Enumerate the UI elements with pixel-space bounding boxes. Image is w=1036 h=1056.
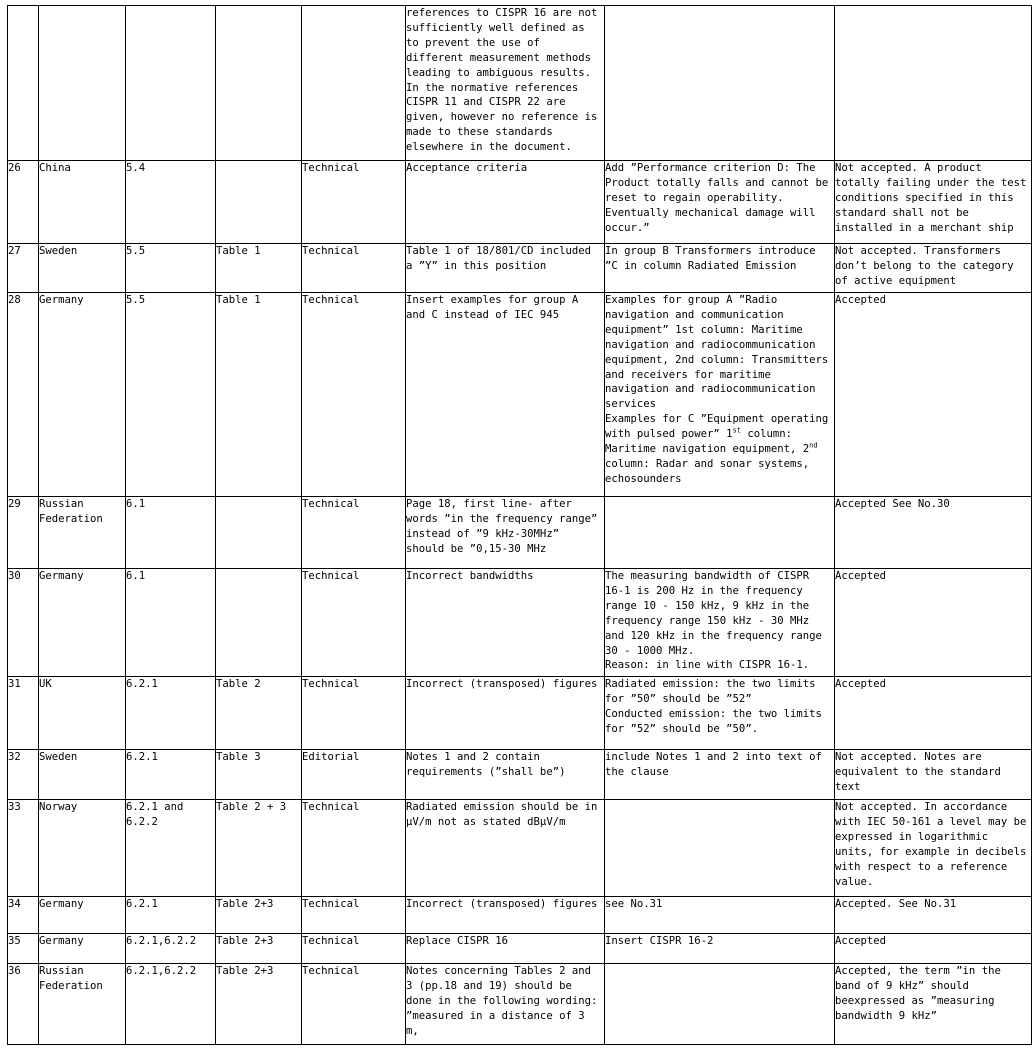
cell-type: Technical: [302, 800, 406, 897]
cell-type: Technical: [302, 964, 406, 1045]
cell-comment: Notes concerning Tables 2 and 3 (pp.18 and 19) should be done in the following wording: ”measured in a distance of 3 m,: [406, 964, 605, 1045]
cell-comment: Table 1 of 18/801/CD included a ”Y” in this position: [406, 244, 605, 293]
cell-country: China: [39, 161, 126, 244]
cell-country: Germany: [39, 934, 126, 964]
cell-clause: 6.2.1 and 6.2.2: [126, 800, 216, 897]
table-row: [8, 497, 1032, 569]
cell-clause: 5.5: [126, 244, 216, 293]
cell-type: Technical: [302, 934, 406, 964]
table-row: [8, 934, 1032, 964]
cell-type: [302, 6, 406, 161]
cell-no: 35: [8, 934, 39, 964]
table-row: [8, 293, 1032, 497]
table-row: [8, 244, 1032, 293]
cell-type: Technical: [302, 677, 406, 750]
cell-proposed-change: [605, 293, 835, 497]
cell-comment: Notes 1 and 2 contain requirements (”shall be”): [406, 750, 605, 800]
cell-comment: references to CISPR 16 are not sufficiently well defined as to prevent the use of different measurement methods leading to ambiguous results. In the normative references CISPR 11 and CISPR 22 are given, however no reference is made to these standards elsewhere in the document.: [406, 6, 605, 161]
cell-proposed-change: [605, 497, 835, 569]
cell-country: Sweden: [39, 750, 126, 800]
cell-observation: Accepted: [835, 934, 1032, 964]
cell-comment: Acceptance criteria: [406, 161, 605, 244]
cell-observation: Accepted. See No.31: [835, 897, 1032, 934]
cell-proposed-change: [605, 964, 835, 1045]
cell-comment: Incorrect (transposed) figures: [406, 677, 605, 750]
cell-table: [216, 6, 302, 161]
proposed-paragraph: Examples for group A ”Radio navigation and communication equipment” 1st column: Maritime navigation and radiocommunication equipment, 2nd column: Transmitters and receivers for maritime navigation and radiocommunication services: [605, 294, 829, 411]
cell-clause: 6.1: [126, 497, 216, 569]
cell-proposed-change: [605, 800, 835, 897]
comments-table: [7, 5, 1032, 1045]
cell-proposed-change: Radiated emission: the two limits for ”50” should be ”52” Conducted emission: the two limits for ”52” should be ”50”.: [605, 677, 835, 750]
table-row: [8, 800, 1032, 897]
cell-country: Russian Federation: [39, 964, 126, 1045]
cell-proposed-change: [605, 6, 835, 161]
cell-type: Technical: [302, 497, 406, 569]
cell-no: 26: [8, 161, 39, 244]
cell-table: Table 3: [216, 750, 302, 800]
cell-table: Table 1: [216, 293, 302, 497]
cell-type: Editorial: [302, 750, 406, 800]
cell-country: Sweden: [39, 244, 126, 293]
cell-country: UK: [39, 677, 126, 750]
cell-clause: 6.2.1: [126, 677, 216, 750]
cell-comment: Incorrect bandwidths: [406, 569, 605, 677]
cell-clause: 6.2.1,6.2.2: [126, 964, 216, 1045]
cell-no: 29: [8, 497, 39, 569]
cell-proposed-change: The measuring bandwidth of CISPR 16-1 is 200 Hz in the frequency range 10 - 150 kHz, 9 kHz in the frequency range 150 kHz - 30 MHz and 120 kHz in the frequency range 30 - 1000 MHz. Reason: in line with CISPR 16-1.: [605, 569, 835, 677]
cell-no: 32: [8, 750, 39, 800]
cell-clause: [126, 6, 216, 161]
table-row: [8, 964, 1032, 1045]
cell-country: Russian Federation: [39, 497, 126, 569]
cell-no: 36: [8, 964, 39, 1045]
proposed-text: column: Maritime navigation equipment, 2: [605, 428, 810, 456]
cell-type: Technical: [302, 161, 406, 244]
cell-clause: 6.2.1: [126, 897, 216, 934]
cell-comment: Page 18, first line- after words ”in the frequency range” instead of ”9 kHz-30MHz” should be ”0,15-30 MHz: [406, 497, 605, 569]
cell-observation: Not accepted. Transformers don’t belong to the category of active equipment: [835, 244, 1032, 293]
cell-table: Table 2+3: [216, 897, 302, 934]
cell-country: Germany: [39, 897, 126, 934]
cell-table: [216, 497, 302, 569]
cell-no: 31: [8, 677, 39, 750]
cell-no: 33: [8, 800, 39, 897]
table-row: [8, 569, 1032, 677]
superscript: st: [732, 426, 741, 435]
cell-type: Technical: [302, 293, 406, 497]
cell-type: Technical: [302, 569, 406, 677]
cell-clause: 6.1: [126, 569, 216, 677]
table-row: [8, 750, 1032, 800]
cell-table: Table 2: [216, 677, 302, 750]
cell-proposed-change: In group B Transformers introduce ”C in column Radiated Emission: [605, 244, 835, 293]
cell-comment: Insert examples for group A and C instead of IEC 945: [406, 293, 605, 497]
table-row: [8, 6, 1032, 161]
cell-proposed-change: include Notes 1 and 2 into text of the clause: [605, 750, 835, 800]
cell-proposed-change: see No.31: [605, 897, 835, 934]
cell-observation: Accepted: [835, 569, 1032, 677]
cell-comment: Incorrect (transposed) figures: [406, 897, 605, 934]
cell-no: 30: [8, 569, 39, 677]
cell-clause: 6.2.1: [126, 750, 216, 800]
table-row: [8, 897, 1032, 934]
cell-no: [8, 6, 39, 161]
cell-no: 34: [8, 897, 39, 934]
proposed-paragraph: [605, 413, 828, 485]
cell-observation: Not accepted. A product totally failing under the test conditions specified in this standard shall not be installed in a merchant ship: [835, 161, 1032, 244]
cell-no: 27: [8, 244, 39, 293]
table-row: [8, 161, 1032, 244]
cell-table: Table 1: [216, 244, 302, 293]
cell-observation: Accepted See No.30: [835, 497, 1032, 569]
cell-table: [216, 569, 302, 677]
cell-observation: Accepted: [835, 677, 1032, 750]
cell-country: Germany: [39, 293, 126, 497]
cell-no: 28: [8, 293, 39, 497]
cell-observation: Not accepted. Notes are equivalent to the standard text: [835, 750, 1032, 800]
table-row: [8, 677, 1032, 750]
cell-table: Table 2+3: [216, 934, 302, 964]
cell-proposed-change: Add ”Performance criterion D: The Product totally falls and cannot be reset to regain operability. Eventually mechanical damage will occur.”: [605, 161, 835, 244]
cell-observation: [835, 6, 1032, 161]
cell-clause: 5.4: [126, 161, 216, 244]
cell-comment: Radiated emission should be in μV/m not as stated dBμV/m: [406, 800, 605, 897]
cell-observation: Accepted: [835, 293, 1032, 497]
cell-country: Germany: [39, 569, 126, 677]
cell-type: Technical: [302, 897, 406, 934]
cell-proposed-change: Insert CISPR 16-2: [605, 934, 835, 964]
cell-clause: 5.5: [126, 293, 216, 497]
cell-observation: Accepted, the term ”in the band of 9 kHz” should beexpressed as ”measuring bandwidth 9 kHz”: [835, 964, 1032, 1045]
cell-clause: 6.2.1,6.2.2: [126, 934, 216, 964]
cell-country: Norway: [39, 800, 126, 897]
proposed-text: Examples for C ”Equipment operating with pulsed power” 1: [605, 413, 829, 441]
cell-observation: Not accepted. In accordance with IEC 50-161 a level may be expressed in logarithmic units, for example in decibels with respect to a reference value.: [835, 800, 1032, 897]
cell-table: Table 2 + 3: [216, 800, 302, 897]
cell-table: [216, 161, 302, 244]
cell-country: [39, 6, 126, 161]
cell-table: Table 2+3: [216, 964, 302, 1045]
superscript: nd: [809, 441, 818, 450]
cell-comment: Replace CISPR 16: [406, 934, 605, 964]
proposed-text: column: Radar and sonar systems, echosounders: [605, 457, 810, 485]
cell-type: Technical: [302, 244, 406, 293]
